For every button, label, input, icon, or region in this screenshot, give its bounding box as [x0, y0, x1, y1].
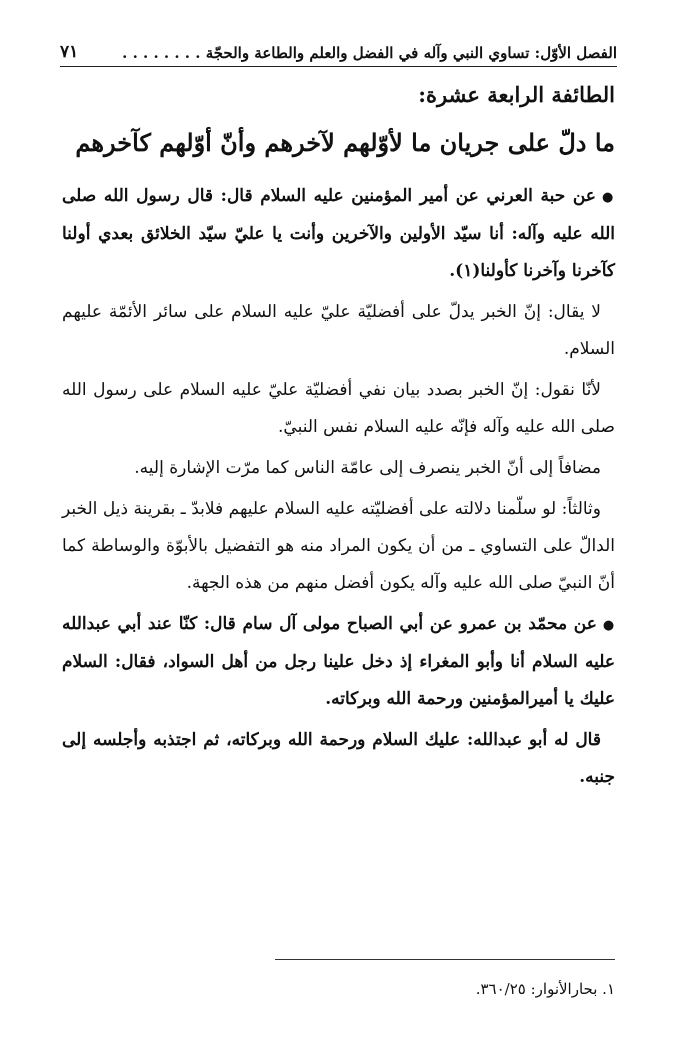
paragraph-text: مضافاً إلى أنّ الخبر ينصرف إلى عامّة الناس كما مرّت الإشارة إليه.: [134, 458, 601, 478]
paragraph: [62, 178, 615, 290]
running-header-title: الفصل الأوّل: تساوي النبي وآله في الفضل والعلم والطاعة والحجّة . . . . . . . .: [122, 44, 617, 62]
paragraph: [62, 606, 615, 718]
paragraph-text: لأنّا نقول: إنّ الخبر بصدد بيان نفي أفضليّة عليّ عليه السلام على رسول الله صلى الله عليه وآله فإنّه عليه السلام نفس النبيّ.: [62, 380, 615, 437]
running-header: [60, 36, 617, 67]
paragraph-text: لا يقال: إنّ الخبر يدلّ على أفضليّة عليّ عليه السلام على سائر الأئمّة عليهم السلام.: [62, 302, 615, 359]
paragraph-text: قال له أبو عبدالله: عليك السلام ورحمة الله وبركاته، ثم اجتذبه وأجلسه إلى جنبه.: [62, 730, 615, 787]
paragraph-text: عن حبة العرني عن أمير المؤمنين عليه السلام قال: قال رسول الله صلى الله عليه وآله: أنا سيّد الأولين والآخرين وأنت يا عليّ سيّد الخلائق بعدي أولنا كآخرنا وآخرنا كأولنا(١).: [62, 186, 615, 281]
bullet-icon: ●: [601, 190, 616, 205]
section-subtitle: ما دلّ على جريان ما لأوّلهم لآخرهم وأنّ أوّلهم كآخرهم: [75, 128, 615, 157]
footnote-divider: [275, 959, 615, 960]
section-title: الطائفة الرابعة عشرة:: [418, 82, 615, 107]
paragraph-text: عن محمّد بن عمرو عن أبي الصباح مولى آل سام قال: كنّا عند أبي عبدالله عليه السلام أنا وأبو المغراء إذ دخل علينا رجل من أهل السواد، فقال: السلام عليك يا أميرالمؤمنين ورحمة الله وبركاته.: [62, 614, 615, 709]
paragraph: [62, 722, 615, 796]
paragraph: [62, 450, 615, 487]
paragraph: [62, 372, 615, 446]
bullet-icon: ●: [602, 618, 616, 633]
page-number: ٧١: [60, 42, 79, 62]
paragraph: [62, 294, 615, 368]
body-text: [62, 178, 615, 800]
footnote: ١. بحارالأنوار: ٣٦٠/٢٥.: [475, 980, 615, 998]
paragraph: [62, 491, 615, 602]
paragraph-text: وثالثاً: لو سلّمنا دلالته على أفضليّته عليه السلام عليهم فلابدّ ـ بقرينة ذيل الخبر الدالّ على التساوي ـ من أن يكون المراد منه هو التفضيل بالأبوّة والوساطة كما أنّ النبيّ صلى الله عليه وآله يكون أفضل منهم من هذه الجهة.: [62, 499, 615, 593]
